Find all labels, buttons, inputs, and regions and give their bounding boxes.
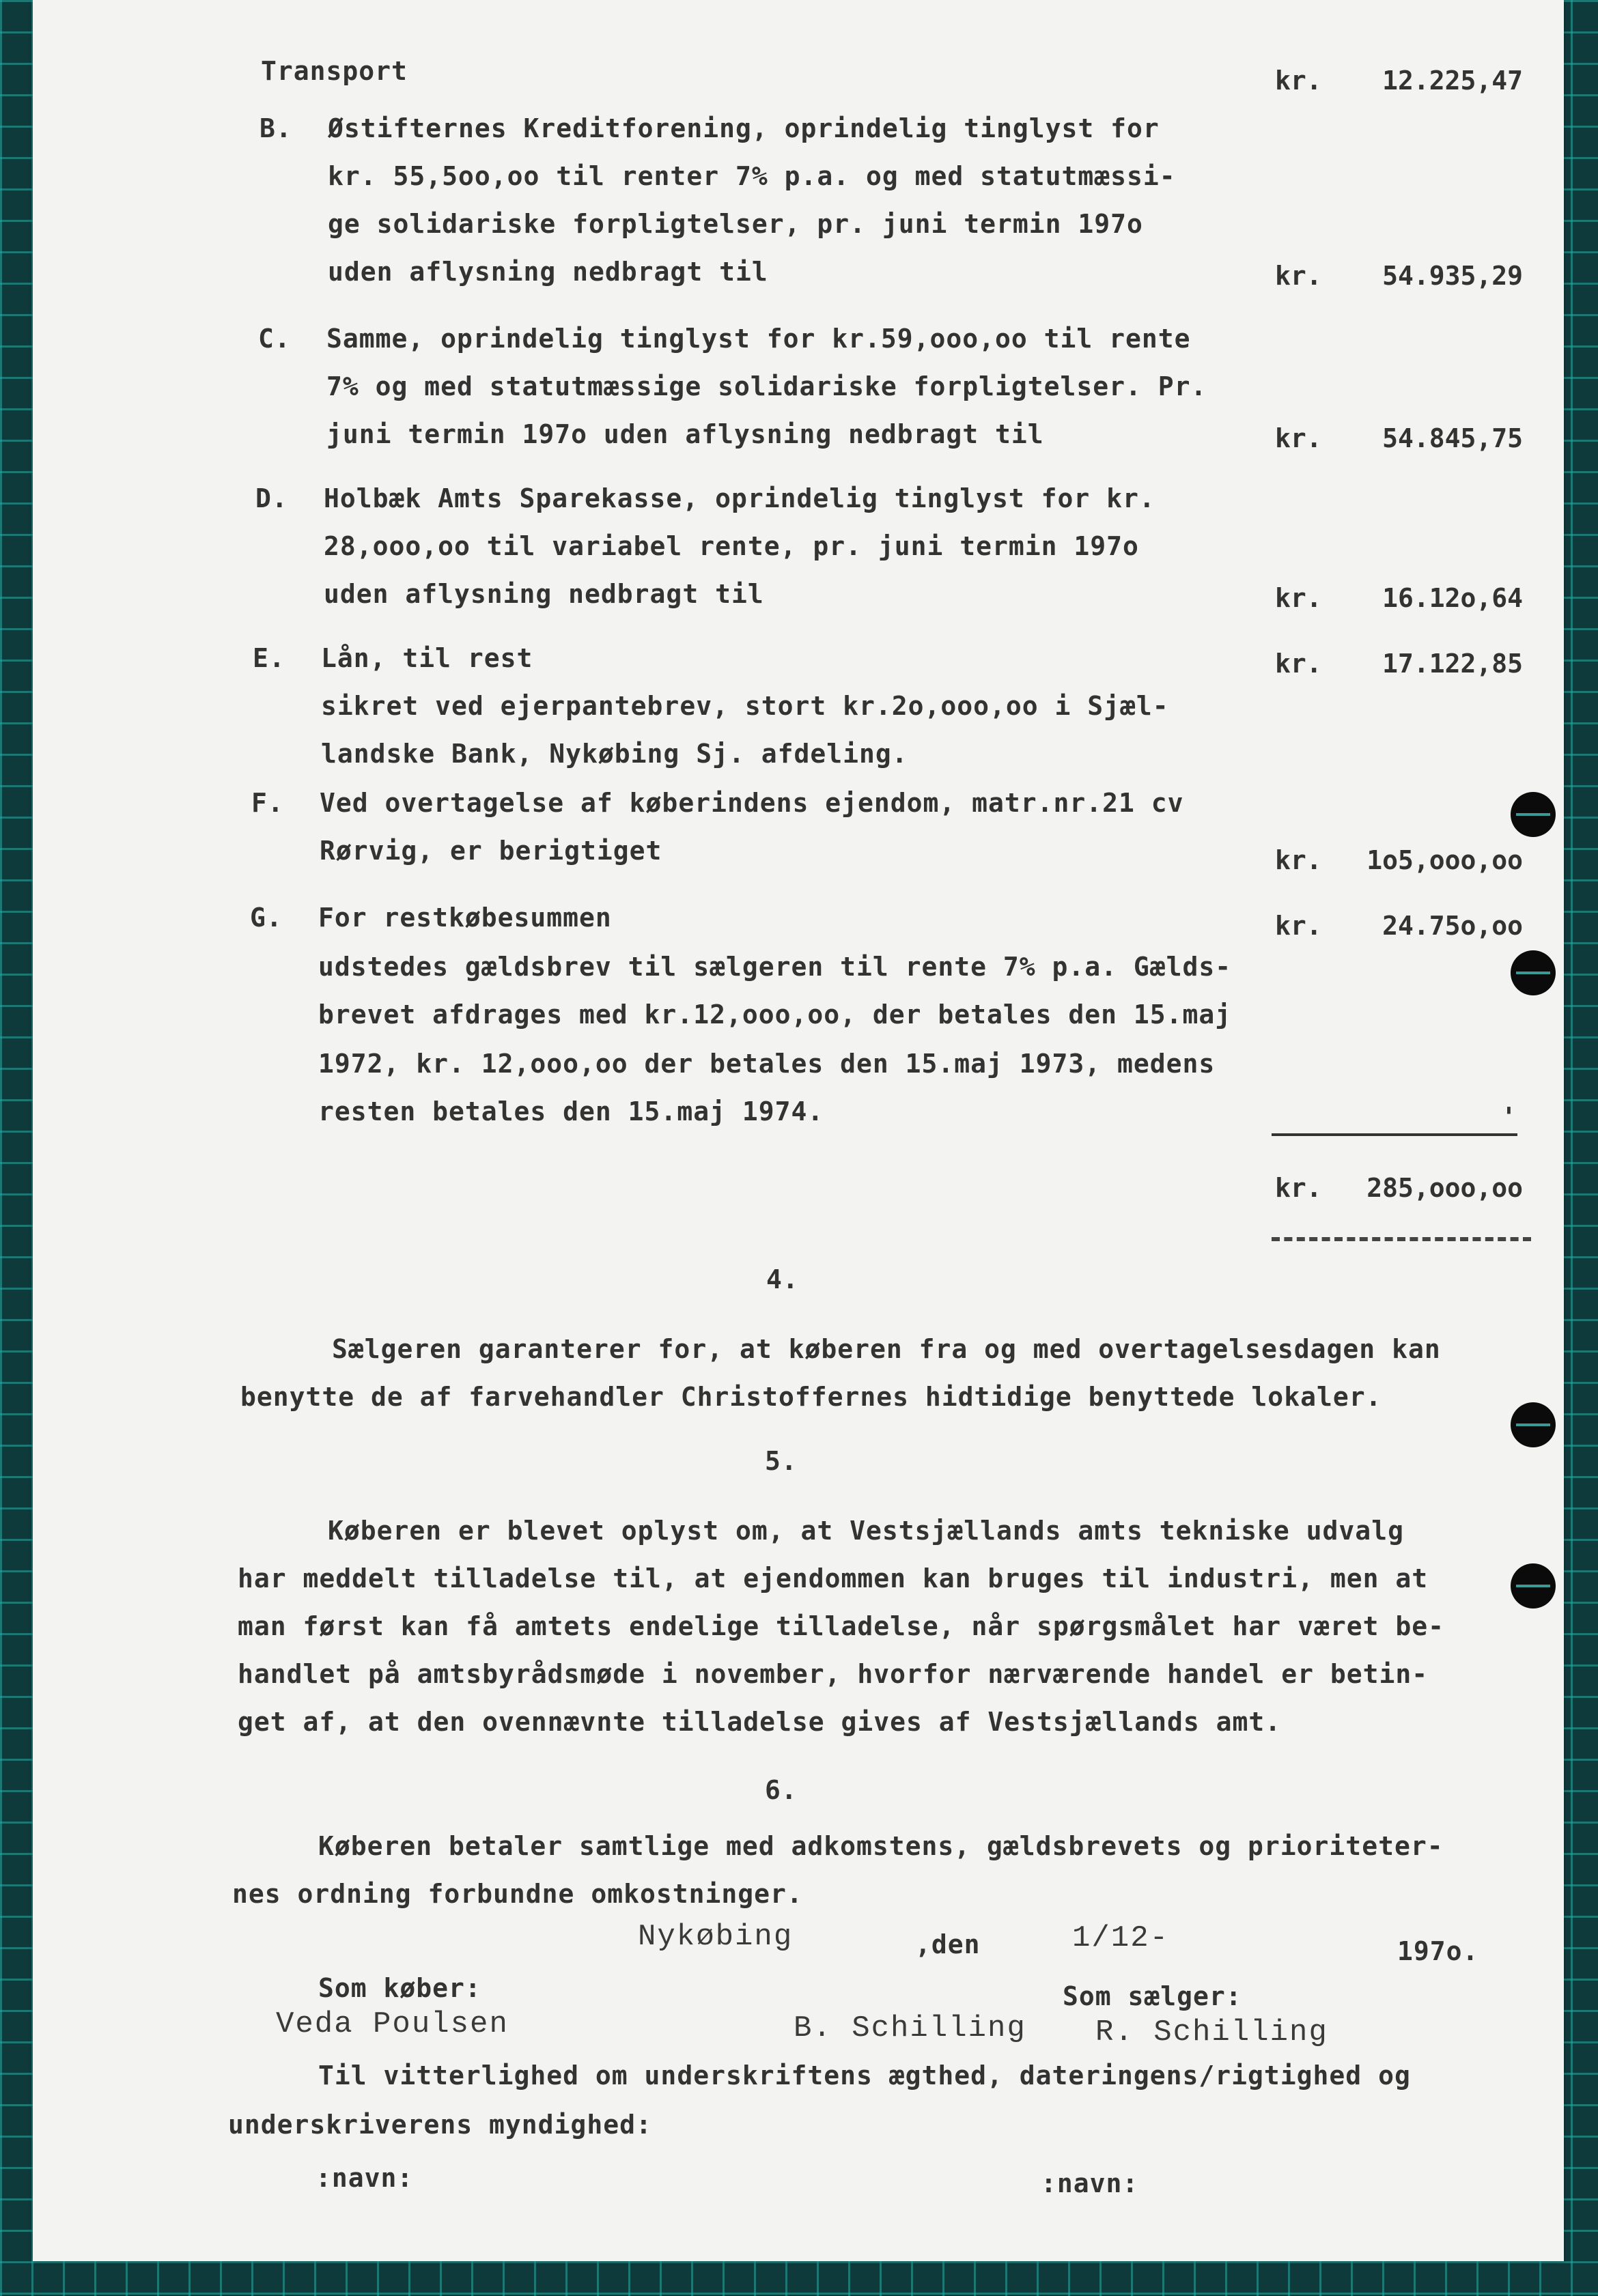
item-b-kr: kr. [1275,261,1322,291]
item-c-line: juni termin 197o uden aflysning nedbragt til [326,419,1044,449]
item-g-line: udstedes gældsbrev til sælgeren til rente 7% p.a. Gælds- [318,952,1232,982]
total-double-rule [1272,1237,1531,1241]
seller-signature-2: R. Schilling [1095,2015,1328,2050]
item-f-line: Ved overtagelse af køberindens ejendom, matr.nr.21 cv [320,788,1184,818]
date-place: Nykøbing [638,1920,794,1954]
item-f-value: 1o5,ooo,oo [1366,845,1523,875]
item-b-value: 54.935,29 [1382,261,1523,291]
item-c-value: 54.845,75 [1382,423,1523,453]
section-6-line: Køberen betaler samtlige med adkomstens, gældsbrevets og prioriteter- [318,1831,1444,1861]
punch-hole [1511,1402,1556,1447]
seller-signature-1: B. Schilling [794,2011,1026,2045]
item-c-line: 7% og med statutmæssige solidariske forpligtelser. Pr. [326,371,1207,401]
item-g-line: For restkøbesummen [318,903,612,933]
item-d-line: 28,ooo,oo til variabel rente, pr. juni termin 197o [324,531,1139,561]
item-e-line: sikret ved ejerpantebrev, stort kr.2o,ooo,oo i Sjæl- [321,691,1169,721]
item-d-letter: D. [255,483,288,513]
item-g-line: resten betales den 15.maj 1974. [318,1096,824,1126]
item-g-letter: G. [250,903,283,933]
item-f-letter: F. [251,788,284,818]
item-d-line: uden aflysning nedbragt til [324,579,764,609]
section-5-line: handlet på amtsbyrådsmøde i november, hvorfor nærværende handel er betin- [238,1659,1429,1689]
item-b-line: ge solidariske forpligtelser, pr. juni termin 197o [328,209,1143,239]
section-5-line: har meddelt tilladelse til, at ejendommen kan bruges til industri, men at [238,1563,1429,1593]
witness-name-left: :navn: [316,2163,414,2193]
subtotal-rule [1272,1133,1517,1136]
item-d-value: 16.12o,64 [1382,583,1523,613]
item-e-letter: E. [253,643,285,673]
item-c-line: Samme, oprindelig tinglyst for kr.59,ooo,oo til rente [326,324,1191,354]
buyer-signature: Veda Poulsen [276,2007,509,2041]
transport-kr: kr. [1275,66,1322,96]
section-4-line: Sælgeren garanterer for, at køberen fra og med overtagelsesdagen kan [332,1334,1441,1364]
item-e-line: Lån, til rest [321,643,533,673]
witness-name-right: :navn: [1041,2168,1139,2198]
item-e-kr: kr. [1275,649,1322,679]
subtotal-mark: ' [1501,1102,1517,1132]
item-g-line: brevet afdrages med kr.12,ooo,oo, der betales den 15.maj [318,1000,1232,1030]
total-value: 285,ooo,oo [1366,1173,1523,1203]
item-b-line: kr. 55,5oo,oo til renter 7% p.a. og med statutmæssi- [328,161,1176,191]
section-6-number: 6. [765,1775,798,1805]
item-f-kr: kr. [1275,845,1322,875]
section-5-line: man først kan få amtets endelige tilladelse, når spørgsmålet har været be- [238,1611,1444,1641]
item-g-line: 1972, kr. 12,ooo,oo der betales den 15.maj 1973, medens [318,1049,1216,1079]
item-g-value: 24.75o,oo [1382,911,1523,941]
section-5-line: get af, at den ovennævnte tilladelse gives af Vestsjællands amt. [238,1707,1282,1737]
item-e-line: landske Bank, Nykøbing Sj. afdeling. [321,739,908,769]
section-5-number: 5. [765,1446,798,1476]
date-den: ,den [915,1929,981,1959]
section-4-number: 4. [766,1264,799,1294]
item-b-letter: B. [260,113,292,143]
buyer-label: Som køber: [318,1973,481,2003]
item-b-line: Østifternes Kreditforening, oprindelig tinglyst for [328,113,1160,143]
section-6-line: nes ordning forbundne omkostninger. [232,1879,803,1909]
witness-line: underskriverens myndighed: [228,2110,652,2140]
seller-label: Som sælger: [1063,1981,1242,2011]
item-c-kr: kr. [1275,423,1322,453]
item-d-line: Holbæk Amts Sparekasse, oprindelig tinglyst for kr. [324,483,1155,513]
punch-hole [1511,792,1556,837]
total-kr: kr. [1275,1173,1322,1203]
item-g-kr: kr. [1275,911,1322,941]
date-year: 197o. [1397,1936,1479,1966]
transport-label: Transport [261,56,408,86]
date-value: 1/12- [1072,1921,1170,1955]
item-e-value: 17.122,85 [1382,649,1523,679]
transport-value: 12.225,47 [1382,66,1523,96]
item-c-letter: C. [258,324,291,354]
witness-line: Til vitterlighed om underskriftens ægthed, dateringens/rigtighed og [318,2060,1411,2091]
punch-hole [1511,950,1556,995]
punch-hole [1511,1563,1556,1608]
item-f-line: Rørvig, er berigtiget [320,836,662,866]
section-5-line: Køberen er blevet oplyst om, at Vestsjællands amts tekniske udvalg [328,1516,1404,1546]
item-d-kr: kr. [1275,583,1322,613]
section-4-line: benytte de af farvehandler Christoffernes hidtidige benyttede lokaler. [240,1382,1382,1412]
item-b-line: uden aflysning nedbragt til [328,257,768,287]
